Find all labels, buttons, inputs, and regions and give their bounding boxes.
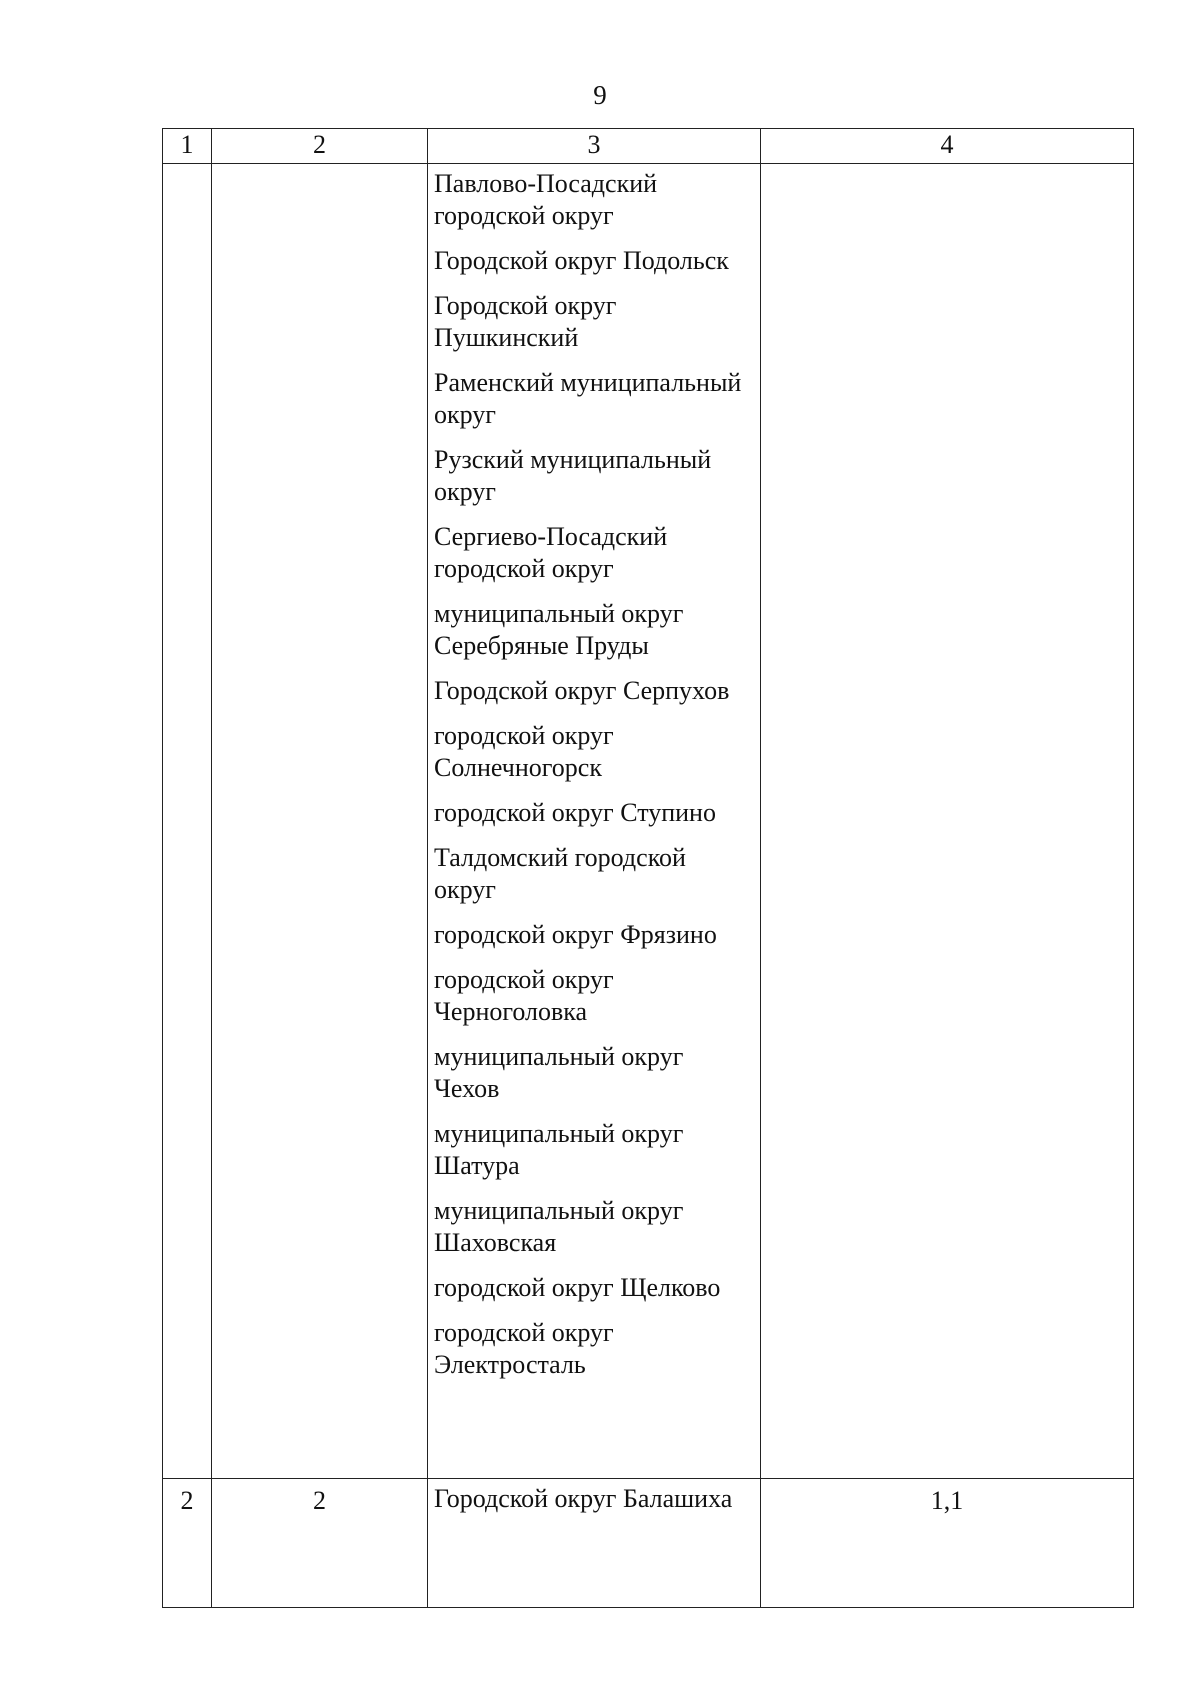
- district-name: Талдомский городской округ: [434, 843, 686, 904]
- page-number: 9: [593, 80, 607, 110]
- district-list: [428, 164, 760, 1381]
- district-name: городской округ Фрязино: [434, 920, 717, 949]
- group-cell: [212, 164, 428, 1479]
- districts-cell: [428, 164, 761, 1479]
- district-name: Сергиево-Посадский городской округ: [434, 522, 668, 583]
- district-name: Городской округ Серпухов: [434, 676, 730, 705]
- header-cell-2: 2: [212, 129, 428, 164]
- district-name: муниципальный округ Серебряные Пруды: [434, 599, 684, 660]
- table-header-row: [163, 129, 1134, 164]
- row-number-cell: 2: [163, 1479, 212, 1608]
- district-name: Раменский муниципальный округ: [434, 368, 742, 429]
- district-name: Павлово-Посадский городской округ: [434, 169, 658, 230]
- district-name: городской округ Щелково: [434, 1273, 721, 1302]
- table-row: [163, 164, 1134, 1479]
- district-name: муниципальный округ Шатура: [434, 1119, 684, 1180]
- district-name: Рузский муниципальный округ: [434, 445, 712, 506]
- row-number-cell: [163, 164, 212, 1479]
- district-name: Городской округ Балашиха: [428, 1479, 761, 1608]
- table-row: [163, 1479, 1134, 1608]
- header-cell-3: 3: [428, 129, 761, 164]
- header-cell-4: 4: [761, 129, 1134, 164]
- district-name: Городской округ Подольск: [434, 246, 729, 275]
- district-name: городской округ Черноголовка: [434, 965, 614, 1026]
- district-name: муниципальный округ Шаховская: [434, 1196, 684, 1257]
- header-cell-1: 1: [163, 129, 212, 164]
- districts-table: [162, 128, 1134, 1608]
- district-name: городской округ Солнечногорск: [434, 721, 614, 782]
- district-name: муниципальный округ Чехов: [434, 1042, 684, 1103]
- district-name: городской округ Электросталь: [434, 1318, 614, 1379]
- coefficient-value: 1,1: [761, 1479, 1134, 1608]
- district-name: городской округ Ступино: [434, 798, 716, 827]
- value-cell: [761, 164, 1134, 1479]
- district-name: Городской округ Пушкинский: [434, 291, 617, 352]
- group-cell: 2: [212, 1479, 428, 1608]
